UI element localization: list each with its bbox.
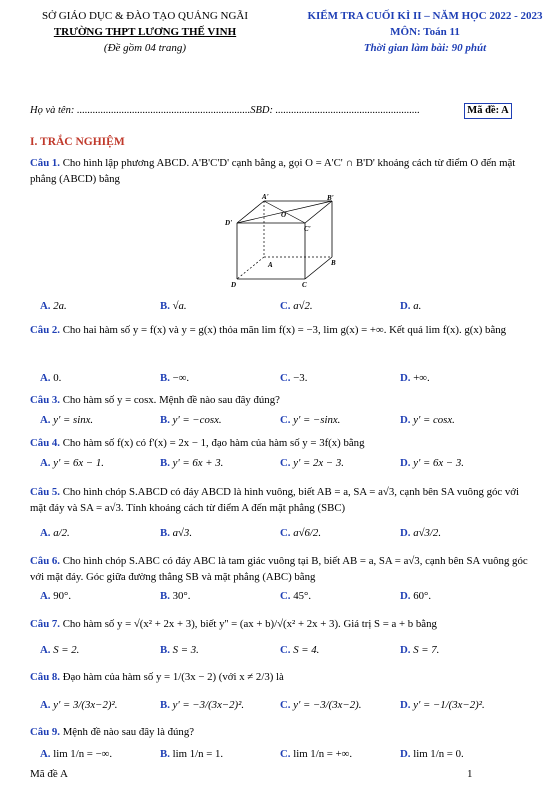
q3-options: [40, 414, 536, 430]
option-b[interactable]: B. y' = −3/(3x−2)².: [160, 699, 245, 711]
section-title: I. TRẮC NGHIỆM: [30, 136, 125, 148]
question-7: [30, 616, 536, 632]
label-C1: C': [304, 225, 311, 233]
option-b[interactable]: B. −∞.: [160, 372, 190, 384]
option-c[interactable]: C. lim 1/n = +∞.: [280, 748, 353, 760]
option-a[interactable]: A. y' = sinx.: [40, 414, 94, 426]
q8-options: [40, 699, 536, 715]
q1-options: [40, 300, 536, 316]
subject: MÔN: Toán 11: [390, 26, 460, 38]
option-c[interactable]: C. y' = 2x − 3.: [280, 457, 344, 469]
footer-exam-code: Mã đề A: [30, 768, 68, 780]
option-b[interactable]: B. √a.: [160, 300, 187, 312]
option-a[interactable]: A. S = 2.: [40, 644, 80, 656]
option-a[interactable]: A. 90°.: [40, 590, 72, 602]
option-d[interactable]: D. +∞.: [400, 372, 430, 384]
option-a[interactable]: A. y' = 6x − 1.: [40, 457, 104, 469]
option-d[interactable]: D. lim 1/n = 0.: [400, 748, 464, 760]
header-right: [300, 8, 550, 56]
question-text: Cho hình chóp S.ABCD có đáy ABCD là hình vuông, biết AB = a, SA = a√3, cạnh bên SA vuông góc với mặt đáy và SA = a√3. Tính khoảng cách từ điểm A đến mặt phẳng (SBC): [30, 486, 519, 514]
question-number: Câu 1.: [30, 157, 60, 169]
question-8: [30, 669, 536, 685]
option-b[interactable]: B. 30°.: [160, 590, 191, 602]
question-text: Cho hàm số y = √(x² + 2x + 3), biết y'' = (ax + b)/√(x² + 2x + 3). Giá trị S = a + b bằng: [62, 618, 437, 630]
question-number: Câu 6.: [30, 555, 60, 567]
option-b[interactable]: B. a√3.: [160, 527, 193, 539]
question-text: Cho hai hàm số y = f(x) và y = g(x) thỏa mãn lim f(x) = −3, lim g(x) = +∞. Kết quả lim f(x). g(x) bằng: [62, 324, 507, 336]
option-d[interactable]: D. 60°.: [400, 590, 432, 602]
option-a[interactable]: A. 0.: [40, 372, 62, 384]
question-5: [30, 484, 536, 516]
option-d[interactable]: D. y' = 6x − 3.: [400, 457, 464, 469]
option-a[interactable]: A. lim 1/n = −∞.: [40, 748, 113, 760]
question-number: Câu 8.: [30, 671, 60, 683]
label-D: D: [231, 281, 237, 289]
exam-time: Thời gian làm bài: 90 phút: [363, 42, 487, 54]
question-text: Cho hình lập phương ABCD. A'B'C'D' cạnh bằng a, gọi O = A'C' ∩ B'D' khoảng cách từ điểm O đến mặt phẳng (ABCD) bằng: [30, 157, 516, 185]
option-a[interactable]: A. a/2.: [40, 527, 70, 539]
label-A: A: [268, 261, 273, 269]
question-number: Câu 5.: [30, 486, 60, 498]
cube-figure: [222, 193, 346, 293]
question-number: Câu 9.: [30, 726, 60, 738]
question-1: [30, 155, 536, 187]
department-name: SỞ GIÁO DỤC & ĐÀO TẠO QUẢNG NGÃI: [41, 10, 249, 22]
q4-options: [40, 457, 536, 473]
label-D1: D': [225, 219, 232, 227]
q7-options: [40, 644, 536, 660]
question-text: Cho hình chóp S.ABC có đáy ABC là tam giác vuông tại B, biết AB = a, SA = a√3, cạnh bên SA vuông góc với mặt đáy. Góc giữa đường thẳng SB và mặt phẳng (ABC) bằng: [30, 555, 528, 583]
label-B: B: [331, 259, 336, 267]
option-c[interactable]: C. S = 4.: [280, 644, 320, 656]
question-3: [30, 392, 536, 408]
q2-options: [40, 372, 536, 388]
question-4: [30, 435, 536, 451]
question-number: Câu 2.: [30, 324, 60, 336]
option-d[interactable]: D. a.: [400, 300, 422, 312]
q9-options: [40, 748, 536, 764]
page-count: (Đề gồm 04 trang): [103, 42, 187, 54]
label-C: C: [302, 281, 307, 289]
option-c[interactable]: C. y' = −3/(3x−2).: [280, 699, 362, 711]
question-2: [30, 322, 536, 338]
question-6: [30, 553, 536, 585]
option-d[interactable]: D. a√3/2.: [400, 527, 442, 539]
option-d[interactable]: D. y' = −1/(3x−2)².: [400, 699, 485, 711]
question-text: Cho hàm số f(x) có f'(x) = 2x − 1, đạo hàm của hàm số y = 3f(x) bằng: [62, 437, 365, 449]
option-b[interactable]: B. lim 1/n = 1.: [160, 748, 224, 760]
option-c[interactable]: C. a√2.: [280, 300, 313, 312]
question-number: Câu 3.: [30, 394, 60, 406]
option-c[interactable]: C. a√6/2.: [280, 527, 322, 539]
option-d[interactable]: D. y' = cosx.: [400, 414, 455, 426]
question-text: Cho hàm số y = cosx. Mệnh đề nào sau đây đúng?: [62, 394, 280, 406]
question-text: Mệnh đề nào sau đây là đúng?: [62, 726, 195, 738]
question-text: Đạo hàm của hàm số y = 1/(3x − 2) (với x ≠ 2/3) là: [62, 671, 284, 683]
student-info-line: Họ và tên: ..................................................................SBD: .......................................................: [30, 105, 420, 116]
label-B1: B': [327, 194, 334, 202]
label-O: O: [281, 211, 287, 219]
q5-options: [40, 527, 536, 543]
option-c[interactable]: C. y' = −sinx.: [280, 414, 341, 426]
label-A1: A': [262, 193, 269, 201]
school-name: TRƯỜNG THPT LƯƠNG THẾ VINH: [53, 26, 237, 38]
option-a[interactable]: A. y' = 3/(3x−2)².: [40, 699, 118, 711]
option-c[interactable]: C. −3.: [280, 372, 308, 384]
page-number: 1: [467, 768, 473, 780]
option-d[interactable]: D. S = 7.: [400, 644, 440, 656]
question-number: Câu 4.: [30, 437, 60, 449]
q6-options: [40, 590, 536, 606]
option-a[interactable]: A. 2a.: [40, 300, 67, 312]
option-b[interactable]: B. S = 3.: [160, 644, 199, 656]
option-b[interactable]: B. y' = −cosx.: [160, 414, 222, 426]
option-c[interactable]: C. 45°.: [280, 590, 312, 602]
question-number: Câu 7.: [30, 618, 60, 630]
exam-code-box: Mã đề: A: [464, 103, 512, 119]
header-left: [14, 8, 276, 56]
option-b[interactable]: B. y' = 6x + 3.: [160, 457, 224, 469]
question-9: [30, 724, 536, 740]
exam-title: KIỂM TRA CUỐI KÌ II – NĂM HỌC 2022 - 2023: [307, 10, 543, 22]
